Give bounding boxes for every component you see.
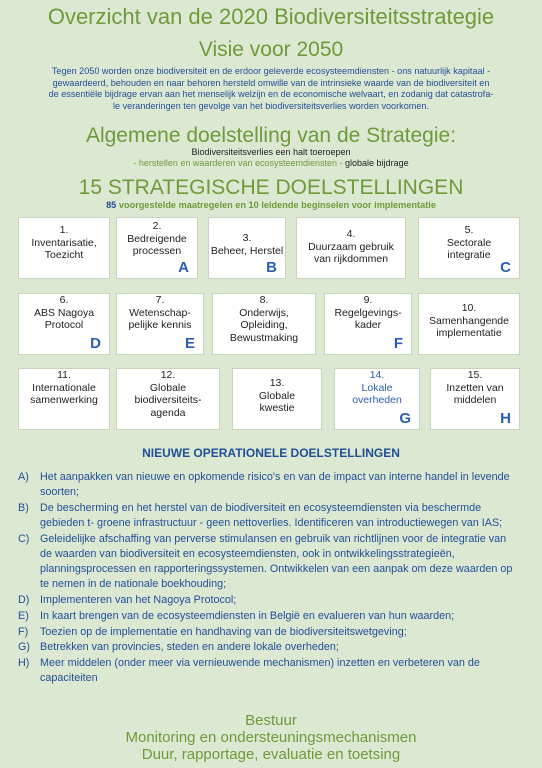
goal-box-7: [116, 293, 204, 355]
goal-box-9: [324, 293, 412, 355]
goal-label-line: Globale: [258, 389, 296, 402]
goal-number: 3.: [242, 232, 252, 244]
operational-item: [18, 593, 518, 608]
goal-letter: B: [266, 258, 277, 276]
goal-label-line: integratie: [447, 249, 491, 261]
operational-text: Toezien op de implementatie en handhaving van de biodiversiteitswetgeving;: [40, 625, 407, 638]
page-title: Overzicht van de 2020 Biodiversiteitsstrategie: [47, 4, 495, 29]
goal-box-label: [209, 232, 285, 257]
goal-box-label: [297, 228, 405, 266]
goal-box-1: [18, 217, 110, 279]
operational-text: Implementeren van het Nagoya Protocol;: [40, 594, 237, 607]
operational-item: [18, 609, 518, 624]
goal-box-label: [19, 294, 109, 332]
operational-item: [18, 532, 518, 593]
operational-item: [18, 501, 518, 531]
goal-label-line: Bewustmaking: [229, 331, 299, 344]
algemene-line-2: [0, 158, 542, 168]
goal-box-label: [325, 294, 411, 332]
strategic-heading: 15 STRATEGISCHE DOELSTELLINGEN: [78, 176, 464, 199]
operational-marker: C): [18, 532, 30, 545]
goal-number: 11.: [57, 369, 71, 381]
operational-list: [18, 470, 518, 687]
operational-marker: F): [18, 625, 29, 638]
goal-label-line: ABS Nagoya: [33, 306, 95, 319]
operational-marker: G): [18, 641, 30, 654]
strategic-subtitle-text: voorgestelde maatregelen en 10 leidende beginselen voor implementatie: [118, 200, 436, 210]
goal-number: 7.: [155, 294, 165, 306]
operational-marker: E): [18, 609, 29, 622]
goal-label-line: Protocol: [44, 319, 84, 331]
goal-box-label: [419, 302, 519, 340]
algemene-heading: Algemene doelstelling van de Strategie:: [85, 124, 457, 147]
goal-label-line: van rijkdommen: [313, 253, 389, 265]
goal-label-line: Toezicht: [44, 249, 84, 261]
goal-label-line: Internationale: [32, 381, 96, 394]
goal-number: 12.: [160, 369, 176, 381]
visie-line: Tegen 2050 worden onze biodiversiteit en de erdoor geleverde ecosysteemdiensten - ons natuurlijk kapitaal -: [51, 66, 491, 76]
goal-label-line: middelen: [453, 394, 497, 406]
goal-box-label: [19, 224, 109, 262]
goal-box-label: [335, 369, 419, 407]
operational-text: Meer middelen (onder meer via vernieuwende mechanismen) inzetten en verbeteren van de capaciteiten: [40, 656, 480, 685]
goal-number: 15.: [467, 369, 483, 381]
goal-label-line: kwestie: [259, 402, 295, 414]
goal-number: 9.: [363, 294, 373, 306]
goal-number: 5.: [464, 224, 474, 236]
goal-label-line: Lokale: [361, 381, 393, 394]
goal-label-line: overheden: [352, 394, 402, 406]
goal-box-10: [418, 293, 520, 355]
goal-box-11: [18, 368, 110, 430]
goal-label-line: Wetenschap-: [129, 306, 191, 319]
goal-number: 2.: [152, 220, 162, 232]
operational-item: [18, 470, 518, 500]
goal-number: 14.: [369, 369, 385, 381]
operational-item: [18, 640, 518, 655]
algemene-line-2-green: - herstellen en waarderen van ecosysteemdiensten -: [133, 158, 343, 168]
operational-heading: NIEUWE OPERATIONELE DOELSTELLINGEN: [142, 446, 400, 460]
visie-line: gewaardeerd, behouden en naar behoren hersteld omwille van de intrinsieke waarde van de biodiversiteit en: [52, 77, 490, 88]
visie-line: de essentiële bijdrage ervan aan het menselijk welzijn en de economische welvaart, en zodanig dat catastrofa-: [48, 89, 494, 100]
goal-box-label: [117, 294, 203, 332]
governance-line: Bestuur: [245, 712, 297, 729]
goal-letter: E: [184, 334, 195, 352]
operational-item: [18, 656, 518, 686]
goal-number: 8.: [259, 294, 269, 306]
goal-label-line: Inzetten van: [446, 381, 504, 394]
operational-text: Betrekken van provincies, steden en andere lokale overheden;: [40, 641, 339, 654]
goal-box-label: [431, 369, 519, 407]
goal-number: 13.: [269, 377, 285, 389]
operational-text: Het aanpakken van nieuwe en opkomende risico's en van de impact van interne handel in levende soorten;: [40, 471, 510, 499]
goal-number: 4.: [346, 228, 356, 240]
goal-label-line: Globale: [149, 381, 187, 394]
goal-label-line: Bedreigende: [127, 232, 187, 245]
governance-block: [0, 712, 542, 763]
goal-label-line: Sectorale: [446, 236, 492, 249]
operational-marker: D): [18, 594, 30, 607]
goal-box-6: [18, 293, 110, 355]
goal-box-label: [213, 294, 315, 344]
goal-letter: D: [90, 334, 101, 352]
goal-label-line: Beheer, Herstel: [210, 244, 284, 257]
goal-number: 10.: [461, 302, 477, 314]
goal-box-3: [208, 217, 286, 279]
goal-box-8: [212, 293, 316, 355]
governance-line: Duur, rapportage, evaluatie en toetsing: [141, 746, 401, 763]
algemene-line-2-dark: globale bijdrage: [345, 158, 409, 168]
goal-label-line: Regelgevings-: [334, 306, 402, 319]
goal-label-line: Samenhangende: [429, 314, 509, 327]
goal-label-line: Duurzaam gebruik: [308, 240, 394, 253]
goal-label-line: biodiversiteits-: [134, 394, 202, 406]
goal-box-2: [116, 217, 198, 279]
goal-box-label: [19, 369, 109, 407]
visie-text: [6, 66, 536, 112]
goal-letter: A: [178, 258, 189, 276]
operational-marker: A): [18, 471, 29, 483]
visie-heading: Visie voor 2050: [198, 38, 344, 61]
goal-box-4: [296, 217, 406, 279]
measures-count: 85: [106, 200, 117, 210]
goal-box-15: [430, 368, 520, 430]
goal-label-line: samenwerking: [30, 394, 98, 406]
goal-label-line: processen: [132, 245, 182, 257]
visie-line: le veranderingen ten gevolge van het biodiversiteitsverlies worden voorkomen.: [113, 100, 429, 111]
governance-line: Monitoring en ondersteuningsmechanismen: [125, 729, 417, 746]
operational-marker: H): [18, 656, 30, 669]
operational-text: Geleidelijke afschaffing van perverse stimulansen en gebruik van richtlijnen voor de integratie van de waarden van biodiversiteit en ecosysteemdiensten, ook in ontwikkelingsstrategieën, planningsprocessen en rapporteringssystemen. Ontwikkelen van een aanpak om deze waarden op te nemen in de nationale boekhouding;: [40, 532, 513, 591]
operational-item: [18, 625, 518, 640]
goal-label-line: kader: [354, 319, 382, 331]
goal-label-line: Opleiding,: [240, 319, 288, 331]
goal-box-5: [418, 217, 520, 279]
goal-box-13: [232, 368, 322, 430]
goal-label-line: implementatie: [436, 327, 502, 339]
goal-number: 6.: [59, 294, 69, 306]
goal-label-line: pelijke kennis: [128, 319, 192, 331]
goal-box-label: [117, 369, 219, 419]
goal-letter: G: [399, 409, 411, 427]
operational-text: De bescherming en het herstel van de biodiversiteit en ecosysteemdiensten via beschermde gebieden t- groene infrastructuur - geen nettoverlies. Identificeren van introductiewegen van IAS;: [40, 501, 503, 530]
goal-box-label: [419, 224, 519, 262]
goal-box-label: [117, 220, 197, 258]
goal-box-12: [116, 368, 220, 430]
goal-number: 1.: [59, 224, 69, 236]
goal-letter: H: [500, 409, 511, 427]
goal-label-line: agenda: [150, 406, 186, 419]
goal-label-line: Inventarisatie,: [31, 236, 97, 249]
strategic-subtitle: [0, 200, 542, 210]
goal-letter: F: [393, 334, 403, 352]
goal-letter: C: [500, 258, 511, 276]
operational-text: In kaart brengen van de ecosysteemdiensten in België en evalueren van hun waarden;: [40, 609, 455, 622]
operational-marker: B): [18, 501, 29, 514]
goal-box-label: [233, 377, 321, 415]
goal-box-14: [334, 368, 420, 430]
goal-label-line: Onderwijs,: [239, 306, 289, 319]
algemene-line-1: Biodiversiteitsverlies een halt toeroepen: [191, 147, 351, 157]
